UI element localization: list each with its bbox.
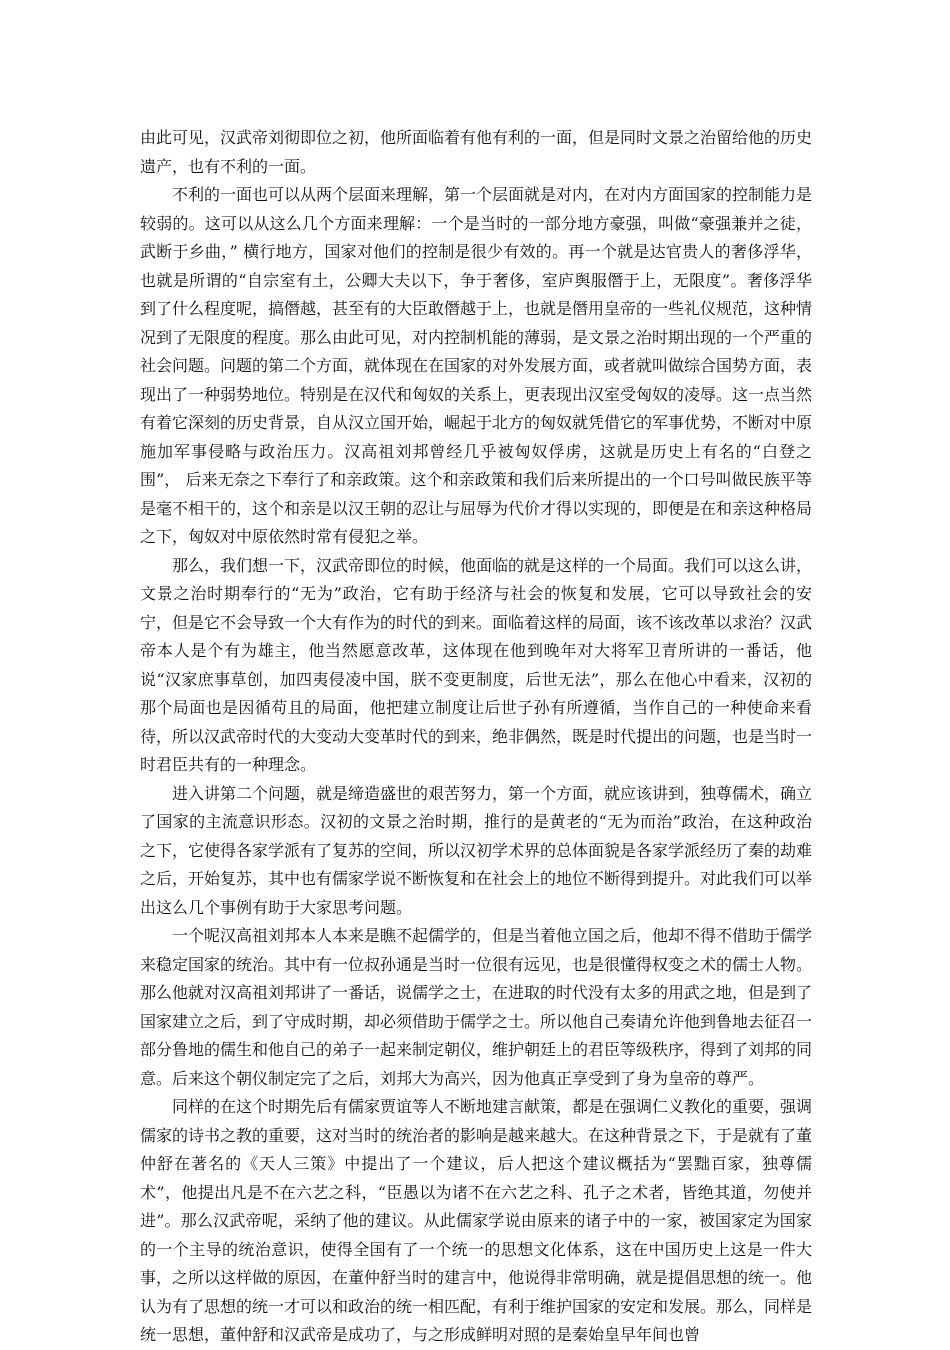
document-body [140,124,812,1350]
paragraph-4: 进入讲第二个问题，就是缔造盛世的艰苦努力，第一个方面，就应该讲到，独尊儒术，确立了国家的主流意识形态。汉初的文景之治时期，推行的是黄老的“无为而治”政治，在这种政治之下，它使得各家学派有了复苏的空间，所以汉初学术界的总体面貌是各家学派经历了秦的劫难之后，开始复苏，其中也有儒家学说不断恢复和在社会上的地位不断得到提升。对此我们可以举出这么几个事例有助于大家思考问题。 [140,783,813,917]
paragraph-6: 同样的在这个时期先后有儒家贾谊等人不断地建言献策，都是在强调仁义教化的重要，强调儒家的诗书之教的重要，这对当时的统治者的影响是越来越大。在这种背景之下，于是就有了董仲舒在著名的《天人三策》中提出了一个建议，后人把这个建议概括为“罢黜百家，独尊儒术”，他提出凡是不在六艺之科，“臣愚以为诸不在六艺之科、孔子之术者，皆绝其道，勿使并进”。那么汉武帝呢，采纳了他的建议。从此儒家学说由原来的诸子中的一家，被国家定为国家的一个主导的统治意识，使得全国有了一个统一的思想文化体系，这在中国历史上这是一件大事，之所以这样做的原因，在董仲舒当时的建言中，他说得非常明确，就是提倡思想的统一。他认为有了思想的统一才可以和政治的统一相匹配，有利于维护国家的安定和发展。那么，同样是统一思想，董仲舒和汉武帝是成功了，与之形成鲜明对照的是秦始皇早年间也曾 [140,1097,813,1344]
paragraph-1: 由此可见，汉武帝刘彻即位之初，他所面临着有他有利的一面，但是同时文景之治留给他的历史遗产，也有不利的一面。 [140,128,813,176]
paragraph-5: 一个呢汉高祖刘邦本人本来是瞧不起儒学的，但是当着他立国之后，他却不得不借助于儒学来稳定国家的统治。其中有一位叔孙通是当时一位很有远见，也是很懂得权变之术的儒士人物。那么他就对汉高祖刘邦讲了一番话，说儒学之士，在进取的时代没有太多的用武之地，但是到了国家建立之后，到了守成时期，却必须借助于儒学之士。所以他自己奏请允许他到鲁地去征召一部分鲁地的儒生和他自己的弟子一起来制定朝仪，维护朝廷上的君臣等级秩序，得到了刘邦的同意。后来这个朝仪制定完了之后，刘邦大为高兴，因为他真正享受到了身为皇帝的尊严。 [140,926,813,1088]
paragraph-2: 不利的一面也可以从两个层面来理解，第一个层面就是对内，在对内方面国家的控制能力是较弱的。这可以从这么几个方面来理解：一个是当时的一部分地方豪强，叫做“豪强兼并之徒，武断于乡曲，” 横行地方，国家对他们的控制是很少有效的。再一个就是达官贵人的奢侈浮华，也就是所谓的“自宗室有土，公卿大夫以下，争于奢侈，室庐舆服僭于上，无限度”。奢侈浮华到了什么程度呢，搞僭越，甚至有的大臣敢僭越于上，也就是僭用皇帝的一些礼仪规范，这种情况到了无限度的程度。那么由此可见，对内控制机能的薄弱，是文景之治时期出现的一个严重的社会问题。问题的第二个方面，就体现在在国家的对外发展方面，或者就叫做综合国势方面，表现出了一种弱势地位。特别是在汉代和匈奴的关系上，更表现出汉室受匈奴的凌辱。这一点当然有着它深刻的历史背景，自从汉立国开始，崛起于北方的匈奴就凭借它的军事优势，不断对中原施加军事侵略与政治压力。汉高祖刘邦曾经几乎被匈奴俘虏，这就是历史上有名的“白登之围”， 后来无奈之下奉行了和亲政策。这个和亲政策和我们后来所提出的一个口号叫做民族平等是毫不相干的，这个和亲是以汉王朝的忍让与屈辱为代价才得以实现的，即便是在和亲这种格局之下，匈奴对中原依然时常有侵犯之举。 [140,185,813,546]
paragraph-3: 那么，我们想一下，汉武帝即位的时候，他面临的就是这样的一个局面。我们可以这么讲，文景之治时期奉行的“无为”政治，它有助于经济与社会的恢复和发展，它可以导致社会的安宁，但是它不会导致一个大有作为的时代的到来。面临着这样的局面，该不该改革以求治？汉武帝本人是个有为雄主，他当然愿意改革，这体现在他到晚年对大将军卫青所讲的一番话，他说“汉家庶事草创，加四夷侵凌中国，朕不变更制度，后世无法”，那么在他心中看来，汉初的那个局面也是因循苟且的局面，他把建立制度让后世子孙有所遵循，当作自己的一种使命来看待，所以汉武帝时代的大变动大变革时代的到来，绝非偶然，既是时代提出的问题，也是当时一时君臣共有的一种理念。 [140,555,813,774]
